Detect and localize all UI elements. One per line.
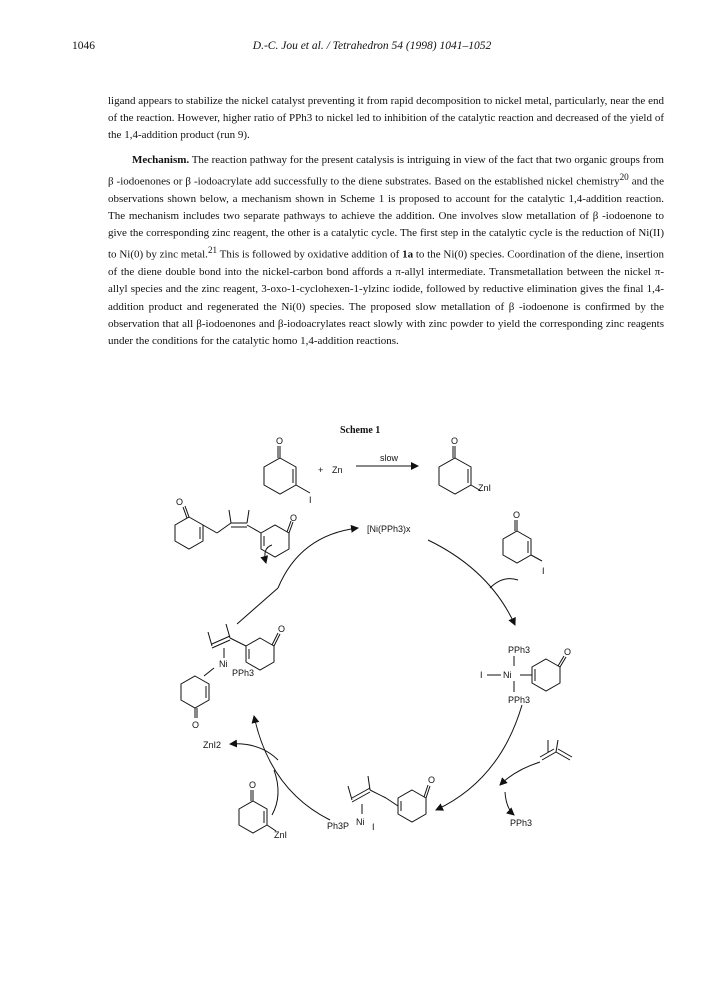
slow-label: slow [380,453,399,463]
oxo-label: O [276,436,284,446]
oxo-label: O [192,720,200,730]
nickel-label: Ni [219,659,228,669]
cycle-arc-top-left [278,528,358,588]
para-text-c: This is followed by oxidative addition of [217,248,403,261]
reagent-arrow [490,579,518,588]
oxo-label: O [451,436,459,446]
zni2-out-arrow [230,744,278,760]
cycle-stub-left [237,588,278,624]
ph3p-label: Ph3P [327,821,350,831]
zinc-label: Zn [332,465,343,475]
diene-reagent [540,740,572,760]
pph3-label: PPh3 [508,645,531,655]
iodo-label: I [542,566,545,576]
enone-ring-ni-complex [520,656,566,691]
iodoenone-right [503,520,542,563]
zinc-diiodide-label: ZnI2 [203,740,222,750]
pph3-label: PPh3 [508,695,531,705]
oxo-label: O [290,513,298,523]
paragraph-ligand: ligand appears to stabilize the nickel catalyst preventing it from rapid decomposition to nickel metal, particularly, near the end of the reaction. However, higher ratio of PPh3 to nickel led to inhibition of the catalytic reaction and decreased of the yield of the 1,4-addition product (run 9). [108,95,664,142]
oxo-label: O [278,624,286,634]
product-diketone [175,506,293,557]
zinc-iodide-label: ZnI [478,483,492,493]
para-text-b: and the observations shown below, a mechanism shown in Scheme 1 is proposed to account for the catalytic 1,4-addition reaction. The mechanism includes two separate pathways to achieve the addition. One involves slow metallation of β -iodoenone to give the corresponding zinc reagent, the other is a catalytic cycle. The first step in the catalytic cycle is the reduction of Ni(II) to Ni(0) by zinc metal. [108,175,664,261]
cycle-arc-bottom-left [254,716,330,820]
zinc-reagent-in-arrow [272,770,278,815]
diene-in-arrow [500,762,540,785]
oxo-label: O [249,780,257,790]
oxo-label: O [428,775,436,785]
oxo-label: O [513,510,521,520]
zinc-iodide-label: ZnI [274,830,288,840]
page-number: 1046 [72,40,95,52]
zinc-enone-top [439,446,481,494]
running-head: D.-C. Jou et al. / Tetrahedron 54 (1998) 1041–1052 [252,40,492,52]
ref-20: 20 [619,171,629,182]
iodo-label: I [372,822,375,832]
nickel-label: Ni [356,817,365,827]
pph3-label: PPh3 [232,668,255,678]
zinc-enone-bottom [239,790,276,833]
para-text-d: to the Ni(0) species. Coordination of the diene, insertion of the diene double bond into the nickel-carbon bond affords a π-allyl intermediate. Transmetallation between the nickel π-allyl species and the zinc reagent, 3-oxo-1-cyclohexen-1-ylzinc iodide, followed by reductive elimination gives the final 1,4-addition product and regenerated the Ni(0) species. The proposed slow metallation of β -iodoenone is confirmed by the observation that all β-iodoenones and β-iodoacrylates react slowly with zinc powder to yield the corresponding zinc reagents under the conditions for the catalytic homo 1,4-addition reactions. [108,248,664,347]
nickel-label: Ni [503,670,512,680]
cycle-arc-bottom-right [436,705,522,810]
iodoenone-top [264,446,310,494]
bottom-allyl-intermediate [348,776,430,822]
scheme-title: Scheme 1 [340,425,381,436]
compound-1a: 1a [402,248,414,261]
left-allyl-complex [181,624,280,718]
oxo-label: O [176,497,184,507]
para-text-a: The reaction pathway for the present catalysis is intriguing in view of the fact that two organic groups from β -iodoenones or β -iodoacrylate add successfully to the diene substrates. Based on the established nickel chemistry [108,153,664,188]
cycle-arc-top-right [428,540,515,625]
catalyst-label: [Ni(PPh3)x [367,524,411,534]
plus-sign: + [318,465,324,475]
iodo-label: I [309,495,312,505]
mechanism-heading: Mechanism. [132,153,190,166]
oxo-label: O [564,647,572,657]
product-release-arrow [265,545,272,563]
ref-21: 21 [207,245,218,256]
iodo-label: I [480,670,483,680]
pph3-label: PPh3 [510,818,533,828]
pph3-out-arrow [505,792,514,815]
